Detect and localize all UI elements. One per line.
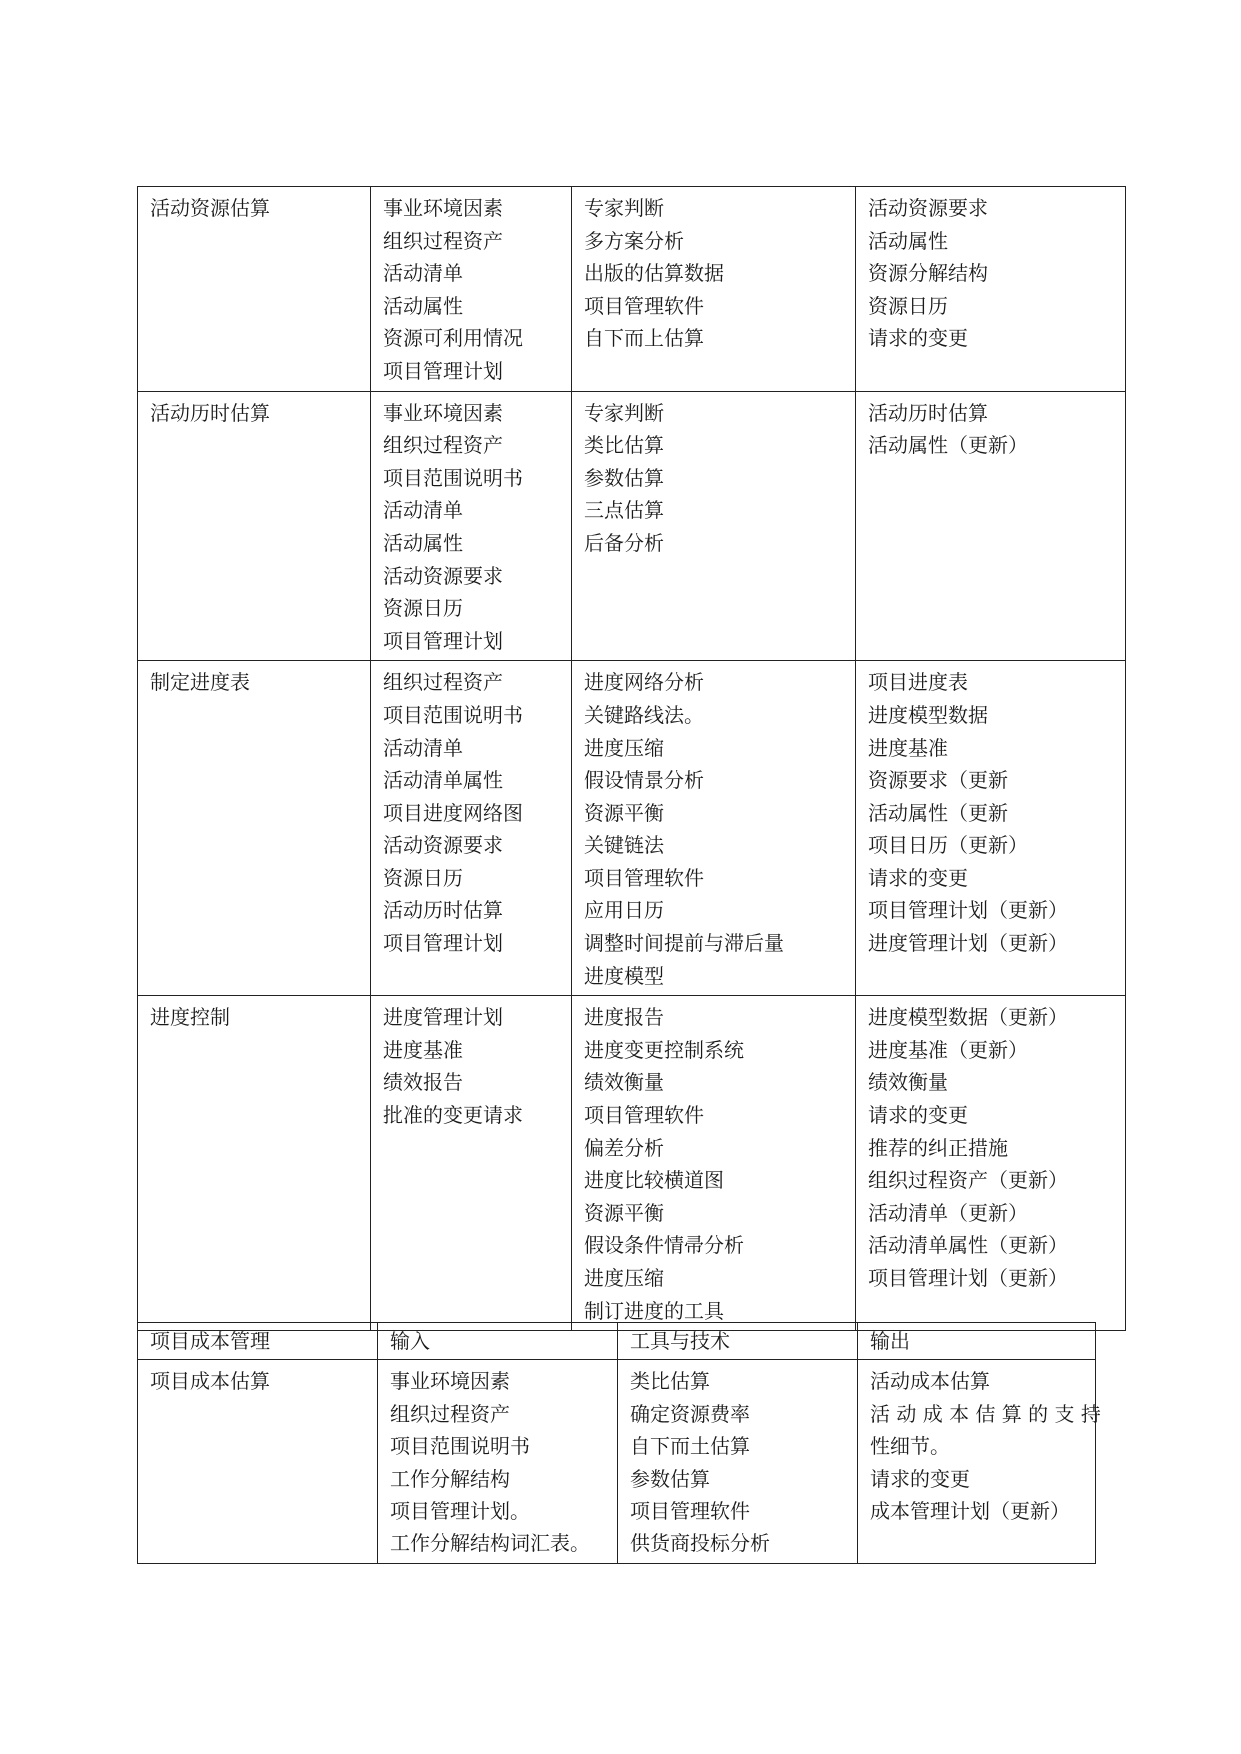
- output-list-cell: [856, 187, 1126, 392]
- input-item: 资源日历: [383, 865, 463, 890]
- header-outputs: 输出: [858, 1323, 1096, 1360]
- schedule-table-body: [138, 187, 1126, 1331]
- tool-item: 出版的估算数据: [584, 261, 724, 286]
- tool-item: 资源平衡: [584, 1200, 664, 1225]
- input-item: 事业环境因素: [383, 196, 503, 220]
- input-item: 工作分解结构词汇表。: [390, 1531, 590, 1556]
- table-row: [138, 661, 1126, 996]
- tool-item: 专家判断: [584, 196, 664, 220]
- output-item: 活动属性（更新: [868, 800, 1008, 825]
- output-item: 活动历时估算: [868, 400, 988, 425]
- tool-list-cell: [618, 1360, 858, 1563]
- tool-item: 进度比较横道图: [584, 1168, 724, 1193]
- input-item: 资源日历: [383, 596, 463, 621]
- output-item: 成本管理计划（更新）: [870, 1499, 1070, 1524]
- tool-item: 关键链法: [584, 833, 664, 858]
- input-item: 活动清单属性: [383, 768, 503, 793]
- tool-list-cell: [572, 996, 856, 1331]
- output-item: 请求的变更: [868, 1103, 968, 1128]
- process-name: 活动资源估算: [150, 196, 270, 220]
- process-name: 活动历时估算: [150, 400, 270, 425]
- header-process: 项目成本管理: [138, 1323, 378, 1360]
- process-name-cell: [138, 661, 371, 996]
- tool-item: 绩效衡量: [584, 1070, 664, 1095]
- output-list-cell: [856, 391, 1126, 661]
- output-item: 活动成本估算: [870, 1369, 990, 1394]
- input-item: 工作分解结构: [390, 1466, 510, 1491]
- input-item: 活动清单: [383, 498, 463, 523]
- tool-item: 自下而土估算: [630, 1434, 750, 1459]
- process-name: 进度控制: [150, 1005, 230, 1030]
- output-item: 活动资源要求: [868, 196, 988, 220]
- tool-item: 参数估算: [630, 1466, 710, 1491]
- tool-item: 关键路线法。: [584, 702, 704, 727]
- output-item: 绩效衡量: [868, 1070, 948, 1095]
- tool-item: 后备分析: [584, 530, 664, 555]
- input-item: 事业环境因素: [383, 400, 503, 425]
- input-item: 绩效报告: [383, 1070, 463, 1095]
- process-name: 项目成本估算: [150, 1369, 270, 1394]
- input-item: 项目管理计划: [383, 628, 503, 653]
- input-item: 项目范围说明书: [383, 702, 523, 727]
- tool-item: 项目管理软件: [630, 1499, 750, 1524]
- tool-item: 项目管理软件: [584, 1103, 704, 1128]
- input-list-cell: [371, 391, 572, 661]
- tool-list-cell: [572, 391, 856, 661]
- input-item: 活动属性: [383, 530, 463, 555]
- input-item: 项目管理计划。: [390, 1499, 530, 1524]
- input-item: 组织过程资产: [383, 228, 503, 253]
- process-name-cell: [138, 187, 371, 392]
- cost-management-table: [137, 1322, 1101, 1564]
- input-item: 活动清单: [383, 735, 463, 760]
- tool-item: 类比估算: [584, 433, 664, 458]
- tool-item: 进度变更控制系统: [584, 1037, 744, 1062]
- tool-item: 项目管理软件: [584, 293, 704, 318]
- table-header-row: [138, 1323, 1096, 1360]
- input-item: 项目范围说明书: [383, 465, 523, 490]
- output-item: 请求的变更: [870, 1466, 970, 1491]
- input-item: 资源可利用情况: [383, 326, 523, 351]
- output-item: 推荐的纠正措施: [868, 1135, 1008, 1160]
- process-name-cell: [138, 391, 371, 661]
- input-list-cell: [378, 1360, 618, 1563]
- output-item: 进度管理计划（更新）: [868, 931, 1068, 956]
- header-tools: 工具与技术: [618, 1323, 858, 1360]
- tool-item: 供货商投标分析: [630, 1531, 770, 1556]
- tool-item: 应用日历: [584, 898, 664, 923]
- tool-item: 资源平衡: [584, 800, 664, 825]
- cost-table-body: [138, 1323, 1101, 1564]
- tool-item: 参数估算: [584, 465, 664, 490]
- input-item: 活动资源要求: [383, 563, 503, 588]
- tool-item: 项目管理软件: [584, 865, 704, 890]
- tool-item: 进度网络分析: [584, 670, 704, 695]
- output-item: 进度模型数据: [868, 702, 988, 727]
- input-list-cell: [371, 996, 572, 1331]
- tool-item: 进度模型: [584, 963, 664, 988]
- tool-item: 进度报告: [584, 1005, 664, 1030]
- input-list-cell: [371, 187, 572, 392]
- input-item: 项目范围说明书: [390, 1434, 530, 1459]
- output-item: 进度基准: [868, 735, 948, 760]
- output-list-cell: [858, 1360, 1101, 1563]
- input-item: 组织过程资产: [383, 670, 503, 695]
- input-item: 进度基准: [383, 1037, 463, 1062]
- output-item: 活动属性: [868, 228, 948, 253]
- tool-item: 专家判断: [584, 400, 664, 425]
- table-row: [138, 996, 1126, 1331]
- output-item: 资源日历: [868, 293, 948, 318]
- output-item: 活动属性（更新）: [868, 433, 1028, 458]
- output-item: 活 动 成 本 佶 算 的 支 持: [870, 1401, 1101, 1426]
- input-item: 活动清单: [383, 261, 463, 286]
- tool-item: 多方案分析: [584, 228, 684, 253]
- tool-item: 自下而上估算: [584, 326, 704, 351]
- table-row: [138, 187, 1126, 392]
- input-item: 项目管理计划: [383, 931, 503, 956]
- output-item: 项目管理计划（更新）: [868, 898, 1068, 923]
- output-item: 活动清单（更新）: [868, 1200, 1028, 1225]
- input-item: 进度管理计划: [383, 1005, 503, 1030]
- tool-item: 调整时间提前与滞后量: [584, 931, 784, 956]
- process-name-cell: [138, 996, 371, 1331]
- tool-list-cell: [572, 661, 856, 996]
- input-item: 活动属性: [383, 293, 463, 318]
- output-item: 进度模型数据（更新）: [868, 1005, 1068, 1030]
- output-item: 项目管理计划（更新）: [868, 1266, 1068, 1290]
- tool-item: 进度压缩: [584, 735, 664, 760]
- output-item: 资源分解结构: [868, 261, 988, 286]
- tool-item: 确定资源费率: [630, 1401, 750, 1426]
- tool-item: 假设条件情帚分析: [584, 1233, 744, 1258]
- output-item: 请求的变更: [868, 865, 968, 890]
- input-item: 组织过程资产: [383, 433, 503, 458]
- process-name-cell: [138, 1360, 378, 1563]
- schedule-process-table: [137, 186, 1126, 1331]
- input-list-cell: [371, 661, 572, 996]
- input-item: 活动资源要求: [383, 833, 503, 858]
- tool-item: 进度压缩: [584, 1266, 664, 1290]
- tool-item: 假设情景分析: [584, 768, 704, 793]
- tool-item: 偏差分析: [584, 1135, 664, 1160]
- input-item: 事业环境因素: [390, 1369, 510, 1394]
- process-name: 制定进度表: [150, 670, 250, 695]
- output-item: 组织过程资产（更新）: [868, 1168, 1068, 1193]
- header-inputs: 输入: [378, 1323, 618, 1360]
- tool-item: 制订进度的工具: [584, 1298, 724, 1323]
- table-row: [138, 391, 1126, 661]
- table-row: [138, 1360, 1096, 1563]
- tool-item: 类比估算: [630, 1369, 710, 1394]
- output-item: 进度基准（更新）: [868, 1037, 1028, 1062]
- input-item: 批准的变更请求: [383, 1103, 523, 1128]
- input-item: 组织过程资产: [390, 1401, 510, 1426]
- tool-item: 三点估算: [584, 498, 664, 523]
- output-item: 资源要求（更新: [868, 768, 1008, 793]
- output-item: 项目进度表: [868, 670, 968, 695]
- input-item: 项目管理计划: [383, 358, 503, 383]
- output-item: 性细节。: [870, 1434, 950, 1459]
- input-item: 项目进度网络图: [383, 800, 523, 825]
- output-list-cell: [856, 661, 1126, 996]
- tool-list-cell: [572, 187, 856, 392]
- output-item: 项目日历（更新）: [868, 833, 1028, 858]
- input-item: 活动历时估算: [383, 898, 503, 923]
- output-list-cell: [856, 996, 1126, 1331]
- output-item: 活动清单属性（更新）: [868, 1233, 1068, 1258]
- output-item: 请求的变更: [868, 326, 968, 351]
